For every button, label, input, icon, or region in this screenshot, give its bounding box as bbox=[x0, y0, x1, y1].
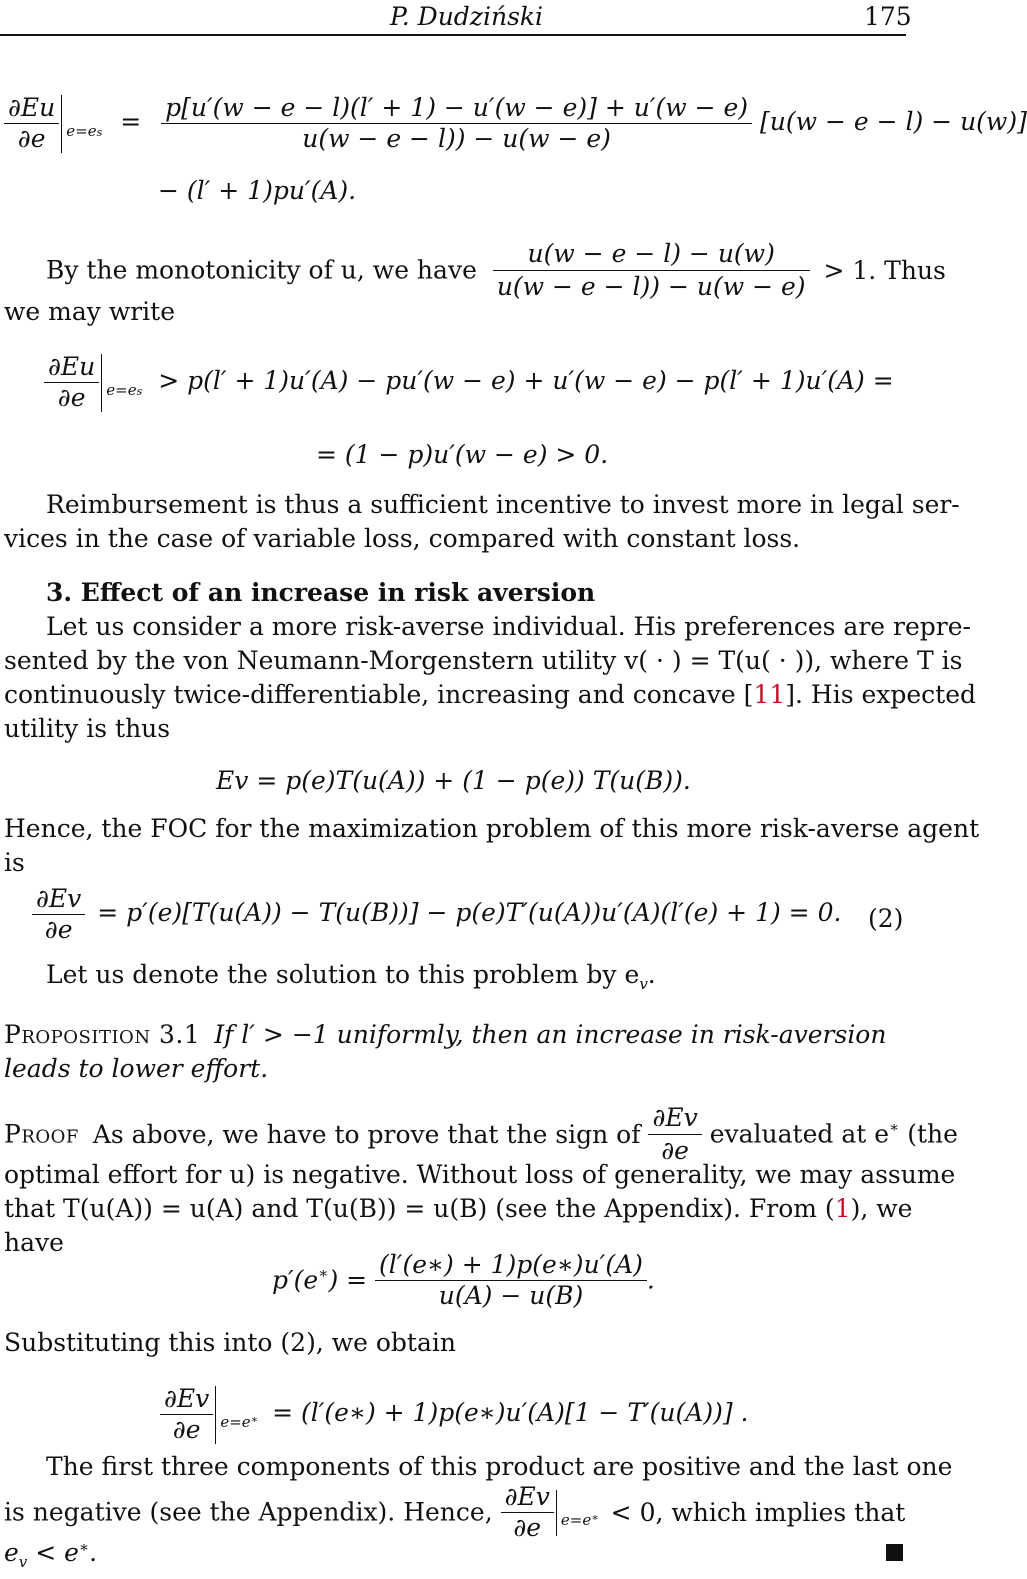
proof-label: Proof bbox=[4, 1119, 79, 1149]
para1-line1 bbox=[46, 238, 946, 303]
para6-frac-num: ∂Ev bbox=[504, 1482, 550, 1511]
eq1-eval-sub: e=e bbox=[66, 122, 97, 140]
equation-5 bbox=[160, 1384, 749, 1445]
eq4-star: ∗ bbox=[318, 1264, 329, 1282]
section-heading: 3. Effect of an increase in risk aversion bbox=[46, 578, 596, 607]
para4-sub: v bbox=[639, 975, 648, 993]
para4 bbox=[46, 958, 656, 1001]
equation-link-1[interactable]: 1 bbox=[834, 1194, 851, 1223]
proof-line2: optimal effort for u) is negative. Without loss of generality, we may assume bbox=[4, 1160, 956, 1189]
eq1-eval-sub-s: s bbox=[96, 126, 103, 139]
eq5-lhs-den: ∂e bbox=[160, 1414, 213, 1445]
equation-1 bbox=[4, 93, 1027, 154]
proposition-line2: leads to lower effort. bbox=[4, 1054, 269, 1083]
eq4-lhs: p′(e bbox=[272, 1265, 319, 1295]
eq1-eval-bar bbox=[61, 95, 62, 153]
para1-line2: we may write bbox=[4, 297, 176, 326]
eq2-lhs-num: ∂Eu bbox=[48, 352, 96, 381]
proof-line4: have bbox=[4, 1228, 64, 1257]
section3-line3b: ]. His expected bbox=[785, 680, 977, 709]
para6-sub-star: ∗ bbox=[591, 1511, 599, 1524]
eq2-lhs-den: ∂e bbox=[44, 382, 99, 413]
para6-line3: $e_v < e^∗$. bbox=[4, 1538, 98, 1571]
proof-text-a: As above, we have to prove that the sign of bbox=[92, 1119, 641, 1149]
eq2-lhs-fraction bbox=[44, 352, 99, 413]
eq1-lhs-den: ∂e bbox=[4, 123, 59, 154]
proof-frac-den: ∂e bbox=[648, 1134, 701, 1167]
eq3-rhs: = p′(e)[T(u(A)) − T(u(B))] − p(e)T′(u(A))u′(A)(l′(e) + 1) = 0. bbox=[97, 898, 842, 927]
running-head-author: P. Dudziński bbox=[390, 2, 544, 31]
eq1-equals: = bbox=[120, 107, 142, 136]
page-number: 175 bbox=[864, 2, 912, 31]
para6-sub: e=e bbox=[560, 1511, 592, 1529]
expected-utility-equation: Ev = p(e)T(u(A)) + (1 − p(e)) T(u(B)). bbox=[216, 766, 691, 795]
section3-line1: Let us consider a more risk-averse individual. His preferences are repre- bbox=[46, 612, 971, 641]
eq5-eval-bar bbox=[215, 1386, 216, 1444]
section3-line3a: continuously twice-differentiable, increasing and concave [ bbox=[4, 680, 754, 709]
eq4-frac-num: (l′(e∗) + 1)p(e∗)u′(A) bbox=[379, 1250, 643, 1279]
eq1-bracket: [u(w − e − l) − u(w)] bbox=[760, 107, 1027, 136]
equation-3 bbox=[32, 884, 841, 945]
citation-link-11[interactable]: 11 bbox=[753, 680, 786, 709]
para6-line2 bbox=[4, 1482, 905, 1543]
proof-frac-num: ∂Ev bbox=[652, 1103, 698, 1132]
eq5-eval-sub: e=e bbox=[220, 1413, 251, 1431]
eq4-frac-den: u(A) − u(B) bbox=[375, 1280, 647, 1311]
eq1-lhs-fraction bbox=[4, 93, 59, 154]
para1-fraction bbox=[493, 238, 810, 303]
proof-line3 bbox=[4, 1192, 912, 1226]
equation-2 bbox=[44, 352, 894, 413]
proof-line3a: that T(u(A)) = u(A) and T(u(B)) = u(B) (see the Appendix). From ( bbox=[4, 1194, 835, 1223]
para6-line3-e2: e bbox=[64, 1538, 79, 1567]
para6-line2a: is negative (see the Appendix). Hence, bbox=[4, 1497, 493, 1527]
eq3-lhs-num: ∂Ev bbox=[36, 884, 82, 913]
eq4-end: . bbox=[646, 1265, 655, 1295]
para6-line2b: < 0, which implies that bbox=[610, 1497, 906, 1527]
para5: Substituting this into (2), we obtain bbox=[4, 1328, 456, 1357]
para6-frac-den: ∂e bbox=[501, 1512, 554, 1543]
para4-end: . bbox=[647, 960, 656, 989]
proof-text-c: (the bbox=[907, 1119, 958, 1149]
para6-line1: The first three components of this product are positive and the last one bbox=[46, 1452, 953, 1481]
header-rule bbox=[0, 34, 906, 36]
eq2-eval-sub: e=e bbox=[106, 381, 137, 399]
para1-frac-num: u(w − e − l) − u(w) bbox=[527, 239, 775, 268]
para6-line3-end: . bbox=[89, 1538, 98, 1567]
eq5-lhs-num: ∂Ev bbox=[164, 1384, 210, 1413]
para1-text-b: > 1. Thus bbox=[823, 255, 946, 285]
eq4-fraction bbox=[375, 1250, 647, 1311]
eq5-rhs: = (l′(e∗) + 1)p(e∗)u′(A)[1 − T′(u(A))] . bbox=[272, 1398, 749, 1427]
para1-text-a: By the monotonicity of u, we have bbox=[46, 255, 477, 285]
eq3-lhs-den: ∂e bbox=[32, 914, 85, 945]
para6-fraction bbox=[501, 1482, 554, 1543]
para2-line1: Reimbursement is thus a sufficient incentive to invest more in legal ser- bbox=[46, 490, 960, 519]
para6-line3-sub: v bbox=[18, 1553, 28, 1571]
eq3-lhs-fraction bbox=[32, 884, 85, 945]
para4-text: Let us denote the solution to this problem by e bbox=[46, 960, 640, 989]
eq2-eval-bar bbox=[101, 354, 102, 412]
eq1-line2: − (l′ + 1)pu′(A). bbox=[158, 176, 357, 205]
proposition-label: Proposition 3.1 bbox=[4, 1020, 201, 1049]
proof-line3b: ), we bbox=[850, 1194, 913, 1223]
para6-line3-e: e bbox=[4, 1538, 19, 1567]
eq2-eval-sub-s: s bbox=[136, 385, 143, 398]
para3-line2: is bbox=[4, 848, 25, 877]
eq1-main-fraction bbox=[161, 93, 752, 154]
section3-line3 bbox=[4, 678, 976, 712]
eq5-lhs-fraction bbox=[160, 1384, 213, 1445]
proof-text-b: evaluated at e bbox=[709, 1119, 890, 1149]
para1-frac-den: u(w − e − l)) − u(w − e) bbox=[493, 270, 810, 303]
eq2-rhs: > p(l′ + 1)u′(A) − pu′(w − e) + u′(w − e) − p(l′ + 1)u′(A) = bbox=[158, 366, 894, 395]
section3-line4: utility is thus bbox=[4, 714, 171, 743]
para6-eval-bar bbox=[556, 1490, 557, 1536]
eq1-lhs-num: ∂Eu bbox=[8, 93, 56, 122]
equation-number-2: (2) bbox=[868, 904, 904, 933]
eq1-main-num: p[u′(w − e − l)(l′ + 1) − u′(w − e)] + u′(w − e) bbox=[165, 93, 749, 122]
eq4-lhs-b: ) = bbox=[328, 1265, 368, 1295]
proposition-text-1: If l′ > −1 uniformly, then an increase in risk-aversion bbox=[214, 1020, 887, 1049]
para3-line1: Hence, the FOC for the maximization problem of this more risk-averse agent bbox=[4, 814, 980, 843]
qed-square-icon bbox=[886, 1544, 903, 1561]
proposition-line1 bbox=[4, 1018, 886, 1052]
para2-line2: vices in the case of variable loss, compared with constant loss. bbox=[4, 524, 801, 553]
section3-line2: sented by the von Neumann-Morgenstern utility v( · ) = T(u( · )), where T is bbox=[4, 646, 963, 675]
equation-4 bbox=[272, 1250, 655, 1311]
eq5-eval-star: ∗ bbox=[250, 1413, 259, 1426]
eq2-line2: = (1 − p)u′(w − e) > 0. bbox=[316, 440, 609, 469]
para6-line3-star: ∗ bbox=[78, 1538, 90, 1556]
eq1-main-den: u(w − e − l)) − u(w − e) bbox=[161, 123, 752, 154]
proof-star: ∗ bbox=[889, 1118, 900, 1136]
